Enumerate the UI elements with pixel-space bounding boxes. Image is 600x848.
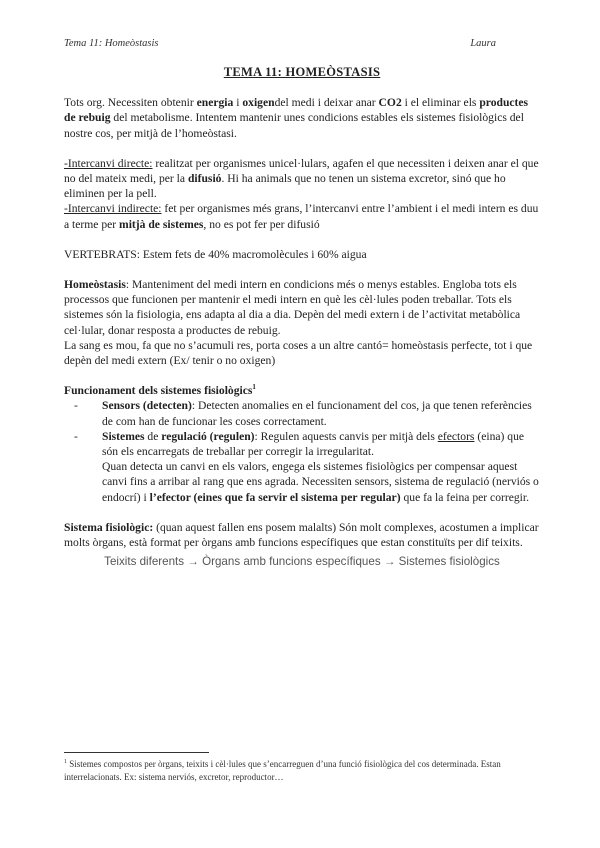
text: (eina) que són els encarregats de treballar per corregir la irregularitat. <box>102 429 525 459</box>
vertebrats-paragraph: VERTEBRATS: Estem fets de 40% macromolècules i 60% aigua <box>64 247 367 261</box>
text: Funcionament dels sistemes fisiològics <box>64 384 253 398</box>
list-item <box>64 429 540 505</box>
homeostasis-paragraph <box>64 277 540 338</box>
text: (quan aquest fallen ens posem malalts) Són molt complexes, acostumen a implicar molts òrgans, està format per òrgans amb funcions específiques que estan constituïts per dif teixits. <box>64 520 539 550</box>
text: i el eliminar els <box>401 96 480 110</box>
blood-paragraph: La sang es mou, fa que no s’acumuli res, porta coses a un altre cantó= homeòstasis perfecte, tot i que depèn del medi extern (Ex/ tenir o no oxigen) <box>64 338 533 368</box>
text: : Detecten anomalies en el funcionament del cos, ja que tenen referències de com han de funcionar les coses correctament. <box>102 399 532 428</box>
text: i <box>233 96 243 110</box>
text: del metabolisme. Intentem mantenir unes condicions estables els sistemes fisiològics del nostre cos, per mitjà de l’homeòstasi. <box>64 111 524 140</box>
underlined-text: efectors <box>437 429 475 443</box>
footnote-number: 1 <box>64 759 67 765</box>
bullet-dash: - <box>74 399 78 413</box>
hierarchy-chain: Teixits diferents → Òrgans amb funcions específiques → Sistemes fisiològics <box>104 555 500 569</box>
intro-paragraph <box>64 95 540 141</box>
text: de <box>144 429 162 443</box>
text: Tots org. Necessiten obtenir <box>64 96 197 110</box>
bold-text: CO2 <box>378 96 402 110</box>
bold-text: regulació (regulen) <box>161 429 255 443</box>
bold-text: Homeòstasis <box>64 278 126 292</box>
bold-text: Sistema fisiològic: <box>64 520 154 534</box>
text: , no es pot fer per difusió <box>203 217 320 231</box>
document-title: TEMA 11: HOMEÒSTASIS <box>223 65 381 79</box>
page-header <box>64 38 536 49</box>
bullet-list <box>64 398 540 504</box>
section-title-funcionament <box>64 383 540 398</box>
bold-text: difusió <box>187 172 222 186</box>
list-item <box>64 398 540 428</box>
header-topic: Tema 11: Homeòstasis <box>64 38 159 49</box>
bold-text: l’efector (eines que fa servir el sistema per regular) <box>149 490 401 504</box>
direct-exchange-paragraph <box>64 156 540 202</box>
sistema-paragraph <box>64 520 540 550</box>
bold-text: Sistemes <box>102 429 145 443</box>
text: . Hi ha animals que no tenen un sistema excretor, sinó que ho eliminen per la pell. <box>64 172 506 201</box>
footnote-text: Sistemes compostos per òrgans, teixits i cèl·lules que s’encarreguen d’una funció fisiològica del cos determinada. Estan interrelacionats. Ex: sistema nerviós, excretor, reproductor… <box>64 759 501 782</box>
underlined-label: -Intercanvi indirecte: <box>64 202 162 216</box>
text: realitzat per organismes unicel·lulars, agafen el que necessiten i deixen anar el que no del mateix medi, per la <box>64 156 539 186</box>
bold-text: mitjà de sistemes <box>119 217 204 231</box>
text: Quan detecta un canvi en els valors, engega els sistemes fisiològics per compensar aquest canvi fins a arribar al rang que ens agrada. Necessiten sensors, sistema de regulació (nerviós o endocrí) i <box>102 460 539 504</box>
footnote-marker[interactable]: 1 <box>252 383 256 392</box>
header-author: Laura <box>470 38 496 49</box>
text: que fa la feina per corregir. <box>400 490 530 504</box>
footnote <box>64 758 540 784</box>
bold-text: energia <box>196 96 234 110</box>
bold-text: productes de rebuig <box>64 96 529 125</box>
text: : Manteniment del medi intern en condicions més o menys estables. Engloba tots els processos que funcionen per mantenir el medi intern en què les cèl·lules poden treballar. Tots els sistemes són la fisiologia, ens adapta al dia a dia. Depèn del medi extern i de l’activitat metabòlica cel·lular, donar resposta a productes de rebuig. <box>64 278 521 337</box>
footnote-separator <box>64 752 209 753</box>
bullet-dash: - <box>74 429 78 443</box>
bold-text: oxigen <box>242 96 275 110</box>
text: del medi i deixar anar <box>274 96 379 110</box>
indirect-exchange-paragraph <box>64 201 540 231</box>
document-body <box>64 65 540 569</box>
bold-text: Sensors (detecten) <box>102 399 192 413</box>
underlined-label: -Intercanvi directe: <box>64 156 153 170</box>
text: fet per organismes més grans, l’intercanvi entre l’ambient i el medi intern es duu a terme per <box>64 202 539 231</box>
text: : Regulen aquests canvis per mitjà dels <box>254 429 438 443</box>
